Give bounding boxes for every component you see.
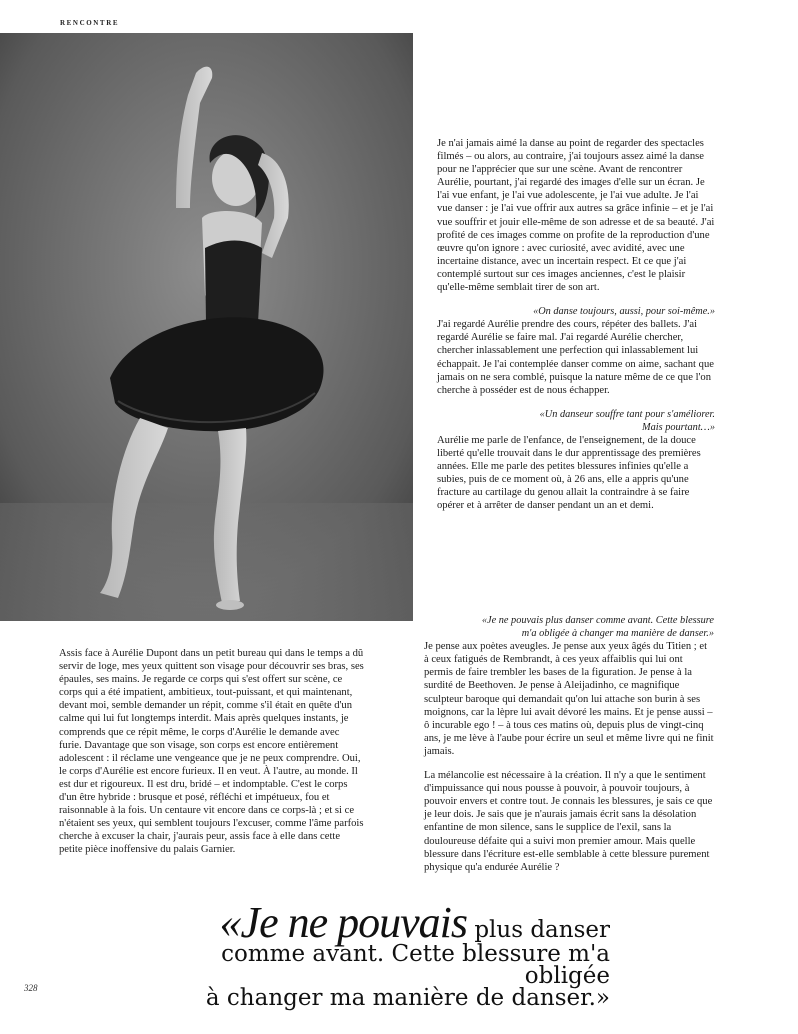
paragraph: La mélancolie est nécessaire à la création. Il n'y a que le sentiment d'impuissance qui nous pousse à pouvoir, à pouvoir toujours, à pouvoir envers et contre tout. Je connais les blessures, je sais ce que je leur dois. Je sais que je n'aurais jamais écrit sans la désolation enfantine de mon silence, sans le supplice de l'exil, sans la douloureuse défaite qui a suivi mon premier amour. Mais quelle blessure dans l'écriture est-elle semblable à cette blessure purement physique qu'a endurée Aurélie ? — [424, 770, 713, 873]
article-column-right-lower — [424, 614, 714, 874]
pull-quote — [150, 898, 610, 1011]
inline-quote: «Je ne pouvais plus danser comme avant. Cette blessure — [481, 615, 714, 626]
paragraph: Je n'ai jamais aimé la danse au point de regarder des spectacles filmés – ou alors, au contraire, j'ai toujours assez aimé la danse pour ne l'apprécier que sur une scène. Avant de rencontrer Aurélie, pourtant, j'ai regardé des images d'elle sur un écran. Je l'ai vue enfant, je l'ai vue adolescente, je l'ai vue adulte. Je l'ai vue danser : je l'ai vue offrir aux autres sa grâce infinie – et je l'ai vue souffrir et jouir elle-même de son adresse et de sa beauté. J'ai profité de ces images comme on profite de la reproduction d'une œuvre qu'on ignore : avec curiosité, avec avidité, avec une incertaine distance, avec un incertain respect. Et ce que j'ai contemplé surtout sur ces images anciennes, c'est le plaisir qu'elle-même semblait tirer de son art. — [437, 138, 715, 294]
article-column-right — [437, 137, 715, 513]
dancer-photo — [0, 33, 413, 621]
pull-quote-text: comme avant. Cette blessure m'a obligée — [221, 941, 610, 989]
inline-quote: Mais pourtant…» — [642, 421, 715, 433]
paragraph: Je pense aux poètes aveugles. Je pense aux yeux âgés du Titien ; et à ceux fatigués de Rembrandt, à ces yeux affaiblis qui lui ont permis de faire trembler les bases de la figuration. Je pense à la surdité de Beethoven. Je pense à Aleijadinho, ce magnifique sculpteur baroque qui demandait qu'on lui attache son burin à ses moignons, car la lèpre lui avait dévoré les mains. Et je pense aussi – ô incurable ego ! – à tous ces matins où, depuis plus de vingt-cinq ans, je me lève à l'aube pour écrire un seul et même livre qui ne finit jamais. — [424, 641, 714, 757]
inline-quote: «Un danseur souffre tant pour s'améliorer. — [539, 408, 715, 420]
paragraph: Aurélie me parle de l'enfance, de l'enseignement, de la douce liberté qu'elle trouvait dans le dur apprentissage des premières années. Elle me parle des petites blessures infinies qu'elle a subies, puis de ce moment où, à 26 ans, elle a appris qu'une fracture au cartilage du genou allait la contraindre à se faire opérer et à arrêter de danser pendant un an et demi. — [437, 434, 701, 512]
page-number: 328 — [24, 983, 38, 993]
dancer-photo-icon — [0, 33, 413, 621]
paragraph: J'ai regardé Aurélie prendre des cours, répéter des ballets. J'ai regardé Aurélie se faire mal. J'ai regardé Aurélie chercher, chercher inlassablement une perfection qui inlassablement lui échappait. Je l'ai contemplée danser comme on aime, sachant que jamais on ne sera comblé, puisque la nature même de ce que l'on cherche à posséder est de nous échapper. — [437, 319, 714, 396]
inline-quote: m'a obligée à changer ma manière de danser.» — [521, 628, 714, 640]
paragraph: Assis face à Aurélie Dupont dans un petit bureau qui dans le temps a dû servir de loge, mes yeux quittent son visage pour découvrir ses bras, ses épaules, ses mains. Je regarde ce corps qui s'est offert sur scène, ce corps qui a été impatient, ambitieux, tout-puissant, et qui maintenant, devant moi, semble demander un répit, comme s'il était en quête d'un calme qui lui fut longtemps interdit. Mais après quelques instants, je comprends que ce répit même, le corps d'Aurélie le demande avec furie. Davantage que son visage, son corps est encore entièrement adolescent : il réclame une vengeance que je ne peux comprendre. Oui, le corps d'Aurélie est encore furieux. Il en veut. À l'autre, au monde. Il est dur et rigoureux. Il est dru, bridé – et indomptable. C'est le corps d'un être hybride : brusque et posé, réfléchi et impétueux, fou et raisonnable à la fois. Un centaure vit encore dans ce corps-là ; et si ce n'étaient ses yeux, qui semblent toujours l'excuser, comme l'âme parfois cherche à excuser la chair, j'aurais peur, assis face à elle dans cette petite pièce inoffensive du palais Garnier. — [59, 648, 364, 856]
section-rubric: RENCONTRE — [60, 19, 120, 27]
inline-quote: «On danse toujours, aussi, pour soi-même.» — [533, 306, 715, 318]
article-column-left — [59, 647, 364, 857]
pull-quote-emphasis: «Je ne pouvais — [219, 898, 468, 947]
pull-quote-text: à changer ma manière de danser.» — [205, 985, 610, 1011]
pull-quote-text: plus danser — [467, 917, 610, 943]
